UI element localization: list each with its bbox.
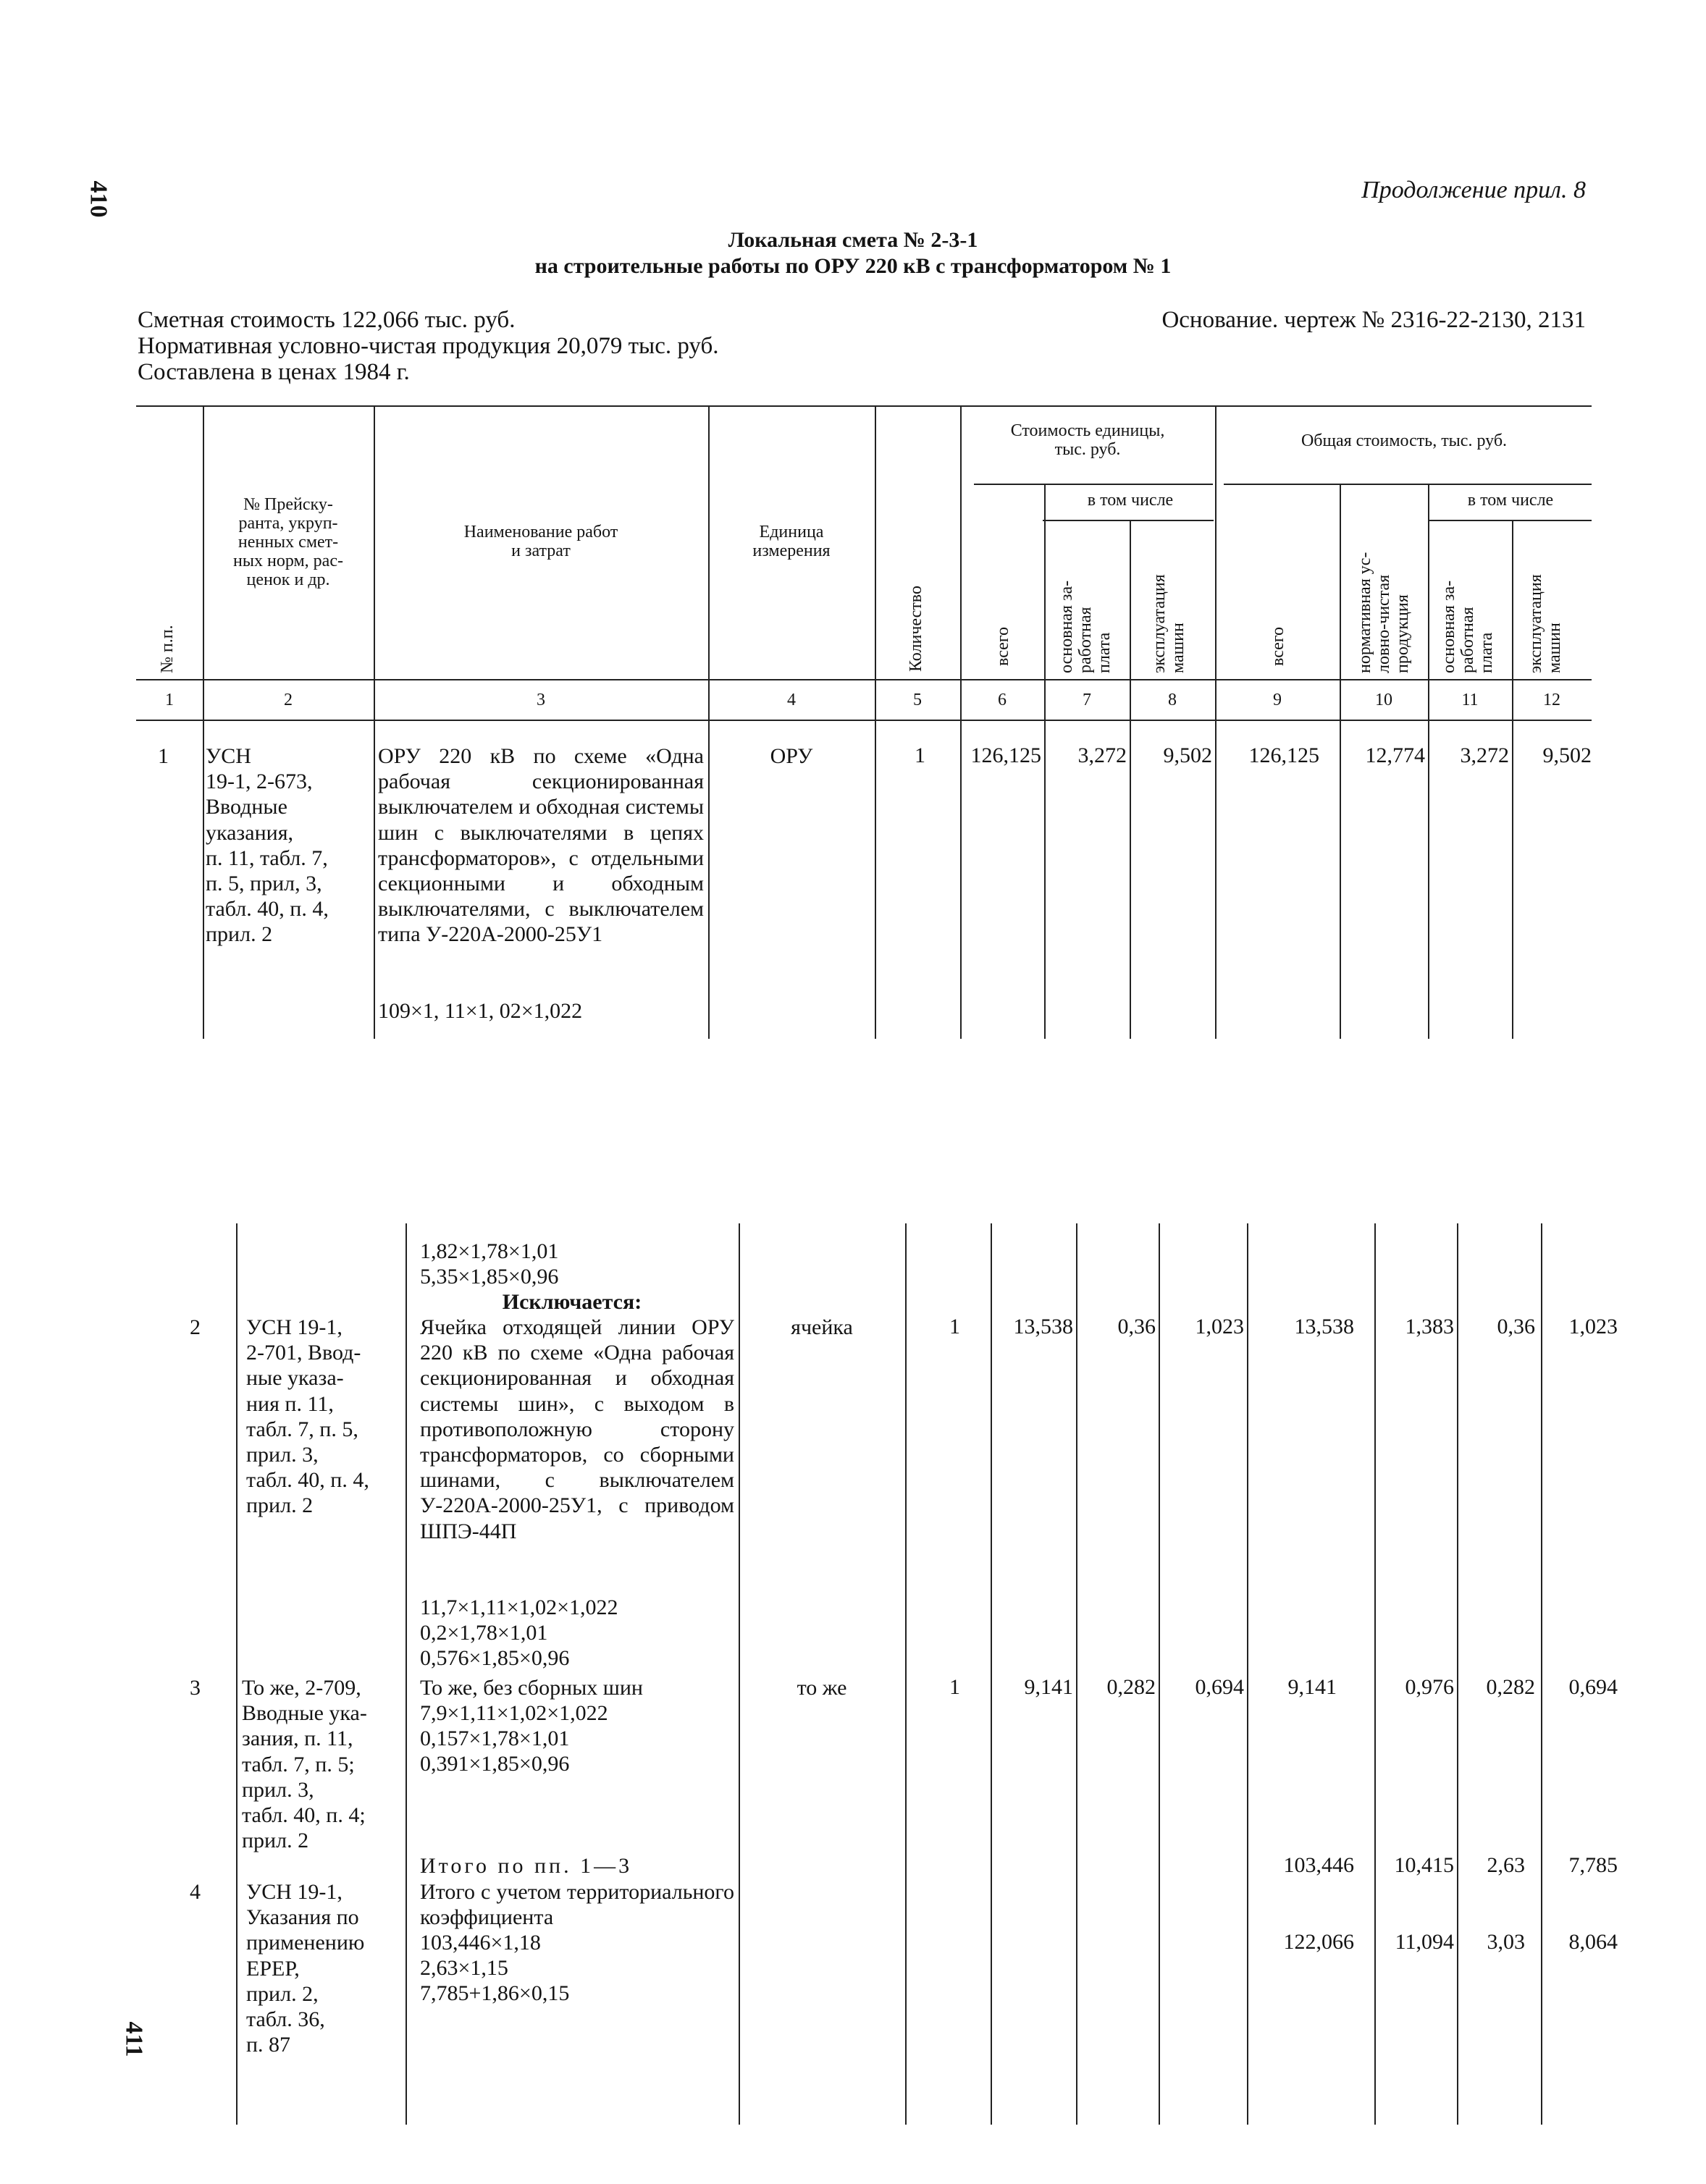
header-total-wages: основная за- работная плата (1440, 580, 1496, 673)
row-number: 4 (190, 1880, 201, 1904)
unit-wages: 3,272 (1077, 743, 1127, 767)
work-formula: 103,446×1,18 2,63×1,15 7,785+1,86×0,15 (420, 1931, 570, 2006)
header-unit-incl: в том числе (1087, 491, 1174, 510)
continuation-note: Продолжение прил. 8 (1361, 177, 1586, 203)
unit: ОРУ (770, 744, 813, 768)
total-machines: 7,785 (1568, 1853, 1618, 1877)
column-number: 9 (1273, 691, 1282, 709)
column-number: 6 (998, 691, 1007, 709)
column-number: 10 (1375, 691, 1392, 709)
total-wages: 0,36 (1497, 1315, 1535, 1338)
header-price-reference: № Прейску- ранта, укруп- ненных смет- ных норм, рас- ценок и др. (233, 495, 343, 589)
total-net-production: 12,774 (1365, 743, 1425, 767)
continued-formula: 1,82×1,78×1,01 5,35×1,85×0,96 (420, 1239, 559, 1289)
total-all: 9,141 (1287, 1675, 1337, 1699)
total-all: 126,125 (1248, 743, 1319, 767)
total-net-production: 11,094 (1395, 1930, 1454, 1954)
estimated-cost: Сметная стоимость 122,066 тыс. руб. (138, 307, 516, 333)
header-quantity: Количество (907, 586, 925, 672)
unit-wages: 0,36 (1117, 1315, 1156, 1338)
header-total-cost: Общая стоимость, тыс. руб. (1300, 431, 1508, 450)
total-all: 122,066 (1283, 1930, 1354, 1954)
total-wages: 3,272 (1460, 743, 1509, 767)
unit-total: 9,141 (1024, 1675, 1073, 1699)
column-number: 11 (1461, 691, 1479, 709)
row-number: 3 (190, 1676, 201, 1700)
total-wages: 2,63 (1487, 1853, 1525, 1877)
total-all: 103,446 (1283, 1853, 1354, 1877)
column-number: 12 (1543, 691, 1560, 709)
column-number: 5 (913, 691, 922, 709)
total-wages: 0,282 (1486, 1675, 1535, 1699)
header-unit: Единица измерения (752, 523, 831, 560)
header-total-net-production: нормативная ус- ловно-чистая продукция (1356, 552, 1412, 673)
basis-drawing: Основание. чертеж № 2316-22-2130, 2131 (1161, 307, 1586, 333)
unit-wages: 0,282 (1106, 1675, 1156, 1699)
total-all: 13,538 (1294, 1315, 1354, 1338)
price-reference: То же, 2-709, Вводные ука- зания, п. 11, табл. 7, п. 5; прил. 3, табл. 40, п. 4; прил. 2 (242, 1676, 367, 1853)
header-unit-cost: Стоимость единицы, тыс. руб. (1010, 421, 1165, 459)
work-formula: 109×1, 11×1, 02×1,022 (378, 999, 583, 1023)
header-total-all: всего (1269, 626, 1287, 666)
page-number-bottom: 411 (120, 2021, 148, 2057)
quantity: 1 (949, 1315, 960, 1338)
unit-machines: 1,023 (1195, 1315, 1244, 1338)
work-name: Ячейка отходящей линии ОРУ 220 кВ по схеме «Одна рабочая секционированная и обходная системы шин», с выходом в противоположную сторону трансформаторов, со сборными шинами, с выключателем У-220А-2000-25У1, с приводом ШПЭ-44П (420, 1315, 734, 1543)
header-row-number: № п.п. (158, 625, 177, 673)
header-total-machines: эксплуатация машин (1526, 574, 1564, 673)
column-number: 1 (165, 691, 174, 709)
column-number: 7 (1083, 691, 1091, 709)
unit-machines: 0,694 (1195, 1675, 1244, 1699)
work-name: То же, без сборных шин (420, 1676, 643, 1700)
subtotal-label: Итого по пп. 1—3 (420, 1854, 633, 1878)
total-machines: 0,694 (1568, 1675, 1618, 1699)
column-number: 3 (537, 691, 545, 709)
row-number: 2 (190, 1315, 201, 1339)
header-unit-machines: эксплуатация машин (1150, 574, 1188, 673)
excluded-label: Исключается: (502, 1290, 642, 1314)
unit-total: 13,538 (1013, 1315, 1073, 1338)
total-machines: 1,023 (1568, 1315, 1618, 1338)
quantity: 1 (949, 1675, 960, 1699)
total-net-production: 10,415 (1394, 1853, 1454, 1877)
column-number: 4 (787, 691, 796, 709)
work-formula: 11,7×1,11×1,02×1,022 0,2×1,78×1,01 0,576×1,85×0,96 (420, 1595, 618, 1671)
price-reference: УСН 19-1, 2-701, Ввод- ные указа- ния п. 11, табл. 7, п. 5, прил. 3, табл. 40, п. 4, прил. 2 (246, 1315, 369, 1518)
column-number: 8 (1168, 691, 1177, 709)
total-machines: 9,502 (1542, 743, 1592, 767)
total-machines: 8,064 (1568, 1930, 1618, 1954)
unit-machines: 9,502 (1163, 743, 1212, 767)
work-formula: 7,9×1,11×1,02×1,022 0,157×1,78×1,01 0,391×1,85×0,96 (420, 1701, 608, 1776)
total-net-production: 0,976 (1405, 1675, 1454, 1699)
price-reference: УСН 19-1, Указания по применению ЕРЕР, прил. 2, табл. 36, п. 87 (246, 1880, 365, 2057)
row-number: 1 (158, 744, 169, 768)
quantity: 1 (915, 743, 925, 767)
unit: то же (797, 1676, 847, 1700)
price-level: Составлена в ценах 1984 г. (138, 359, 410, 385)
work-name: Итого с учетом территориального коэффициента (420, 1880, 734, 1930)
header-unit-total: всего (993, 626, 1012, 666)
column-number: 2 (284, 691, 293, 709)
work-name: ОРУ 220 кВ по схеме «Одна рабочая секционированная выключателем и обходная системы шин с выключателями в цепях трансформаторов», с отдельными секционными и обходным выключателями, с выключателем типа У-220А-2000-25У1 (378, 744, 704, 947)
header-work-name: Наименование работ и затрат (463, 523, 618, 560)
header-unit-wages: основная за- работная плата (1057, 580, 1114, 673)
unit: ячейка (791, 1315, 853, 1339)
page-number-top: 410 (85, 180, 112, 218)
total-wages: 3,03 (1487, 1930, 1525, 1954)
total-net-production: 1,383 (1405, 1315, 1454, 1338)
estimate-subtitle: на строительные работы по ОРУ 220 кВ с трансформатором № 1 (534, 254, 1172, 278)
header-total-incl: в том числе (1467, 491, 1554, 510)
net-production: Нормативная условно-чистая продукция 20,079 тыс. руб. (138, 333, 719, 359)
estimate-title: Локальная смета № 2-3-1 (728, 228, 978, 252)
price-reference: УСН 19-1, 2-673, Вводные указания, п. 11, табл. 7, п. 5, прил, 3, табл. 40, п. 4, прил. 2 (206, 744, 329, 947)
unit-total: 126,125 (970, 743, 1041, 767)
